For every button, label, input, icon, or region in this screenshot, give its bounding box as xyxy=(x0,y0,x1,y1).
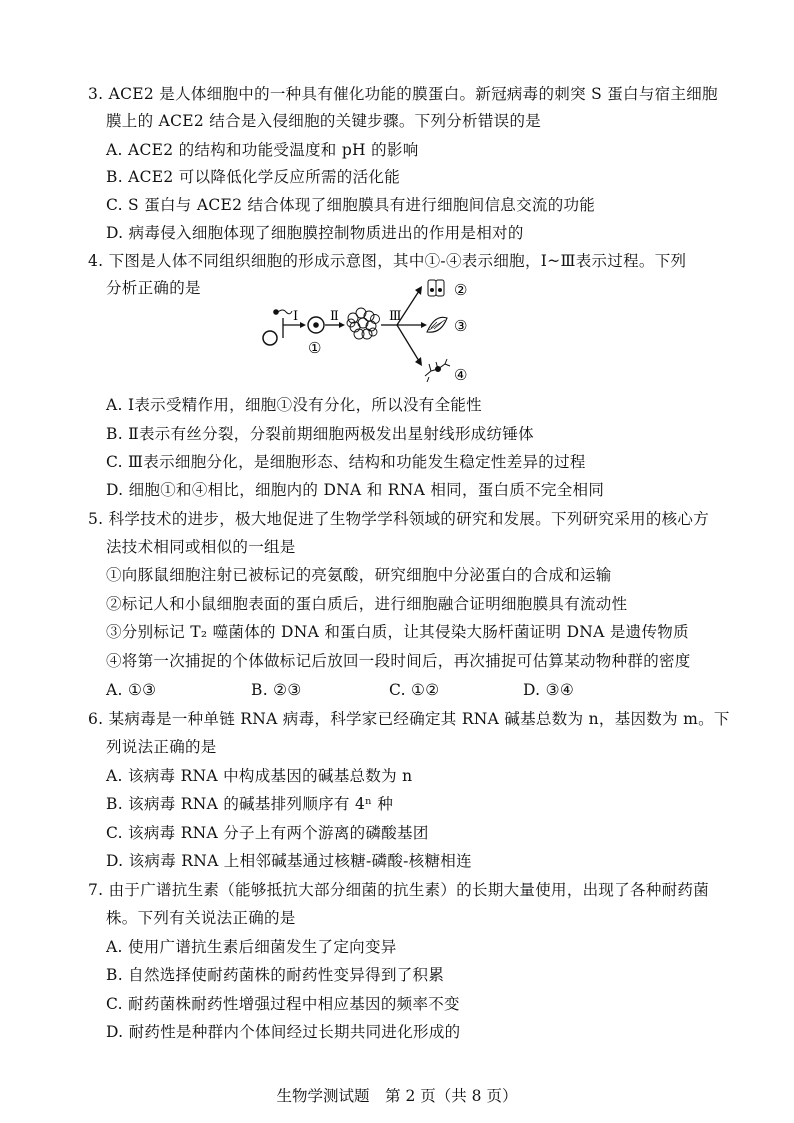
q6-option-b: B. 该病毒 RNA 的碱基排列顺序有 4ⁿ 种 xyxy=(106,795,394,813)
zygote-cell xyxy=(308,317,324,333)
cell-label-2: ② xyxy=(454,281,468,299)
q5-item-1: ①向豚鼠细胞注射已被标记的亮氨酸，研究细胞中分泌蛋白的合成和运输 xyxy=(106,566,612,584)
q4-option-a: A. Ⅰ表示受精作用，细胞①没有分化，所以没有全能性 xyxy=(106,396,482,414)
q5-choice-a: A. ①③ xyxy=(106,681,157,699)
arrow-process-3 xyxy=(381,286,427,366)
cell-label-1: ① xyxy=(308,339,322,357)
cell-mass-icon xyxy=(347,308,380,339)
q5-stem-line-1: 5. 科学技术的进步，极大地促进了生物学学科领域的研究和发展。下列研究采用的核心方 xyxy=(88,510,710,528)
spindle-cell-icon xyxy=(427,317,447,332)
q6-stem-line-1: 6. 某病毒是一种单链 RNA 病毒，科学家已经确定其 RNA 碱基总数为 n，基因数为 m。下 xyxy=(88,710,730,728)
q3-option-a: A. ACE2 的结构和功能受温度和 pH 的影响 xyxy=(106,141,419,159)
q7-option-a: A. 使用广谱抗生素后细菌发生了定向变异 xyxy=(106,938,397,956)
q3-stem-line-2: 膜上的 ACE2 结合是入侵细胞的关键步骤。下列分析错误的是 xyxy=(106,112,542,130)
q4-option-c: C. Ⅲ表示细胞分化，是细胞形态、结构和功能发生稳定性差异的过程 xyxy=(106,453,586,471)
process-label-3: Ⅲ xyxy=(389,309,402,324)
page-footer: 生物学测试题 第 2 页（共 8 页） xyxy=(276,1087,518,1105)
q7-option-b: B. 自然选择使耐药菌株的耐药性变异得到了积累 xyxy=(106,966,445,984)
q3-option-c: C. S 蛋白与 ACE2 结合体现了细胞膜具有进行细胞间信息交流的功能 xyxy=(106,196,596,214)
q5-choice-d: D. ③④ xyxy=(523,681,575,699)
columnar-cell-icon xyxy=(428,280,444,296)
cell-differentiation-figure xyxy=(255,276,485,388)
q5-item-3: ③分别标记 T₂ 噬菌体的 DNA 和蛋白质，让其侵染大肠杆菌证明 DNA 是遗传物质 xyxy=(106,623,689,641)
sperm-cell xyxy=(273,309,292,315)
q5-item-2: ②标记人和小鼠细胞表面的蛋白质后，进行细胞融合证明细胞膜具有流动性 xyxy=(106,595,628,613)
q7-stem-line-1: 7. 由于广谱抗生素（能够抵抗大部分细菌的抗生素）的长期大量使用，出现了各种耐药菌 xyxy=(88,881,710,899)
egg-cell xyxy=(263,331,277,345)
q4-stem-line-2: 分析正确的是 xyxy=(106,279,201,297)
q4-option-d: D. 细胞①和④相比，细胞内的 DNA 和 RNA 相同，蛋白质不完全相同 xyxy=(106,481,605,499)
q7-option-c: C. 耐药菌株耐药性增强过程中相应基因的频率不变 xyxy=(106,995,460,1013)
q6-stem-line-2: 列说法正确的是 xyxy=(106,738,217,756)
cell-label-4: ④ xyxy=(454,366,468,384)
q5-item-4: ④将第一次捕捉的个体做标记后放回一段时间后，再次捕捉可估算某动物种群的密度 xyxy=(106,652,691,670)
process-label-2: Ⅱ xyxy=(330,309,339,324)
q3-stem-line-1: 3. ACE2 是人体细胞中的一种具有催化功能的膜蛋白。新冠病毒的刺突 S 蛋白与宿主细胞 xyxy=(88,85,718,103)
q6-option-a: A. 该病毒 RNA 中构成基因的碱基总数为 n xyxy=(106,767,413,785)
q5-choice-b: B. ②③ xyxy=(251,681,302,699)
q6-option-c: C. 该病毒 RNA 分子上有两个游离的磷酸基团 xyxy=(106,824,429,842)
q5-stem-line-2: 法技术相同或相似的一组是 xyxy=(106,538,296,556)
cell-label-3: ③ xyxy=(454,317,468,335)
q3-option-d: D. 病毒侵入细胞体现了细胞膜控制物质进出的作用是相对的 xyxy=(106,224,524,242)
q7-option-d: D. 耐药性是种群内个体间经过长期共同进化形成的 xyxy=(106,1023,461,1041)
q6-option-d: D. 该病毒 RNA 上相邻碱基通过核糖-磷酸-核糖相连 xyxy=(106,852,472,870)
q4-stem-line-1: 4. 下图是人体不同组织细胞的形成示意图，其中①-④表示细胞，Ⅰ~Ⅲ表示过程。下列 xyxy=(88,252,687,270)
q4-option-b: B. Ⅱ表示有丝分裂，分裂前期细胞两极发出星射线形成纺锤体 xyxy=(106,425,534,443)
q3-option-b: B. ACE2 可以降低化学反应所需的活化能 xyxy=(106,168,401,186)
neuron-cell-icon xyxy=(425,359,450,382)
q5-choices xyxy=(106,680,726,700)
process-label-1: Ⅰ xyxy=(293,309,299,324)
q5-choice-c: C. ①② xyxy=(389,681,440,699)
q7-stem-line-2: 株。下列有关说法正确的是 xyxy=(106,909,296,927)
